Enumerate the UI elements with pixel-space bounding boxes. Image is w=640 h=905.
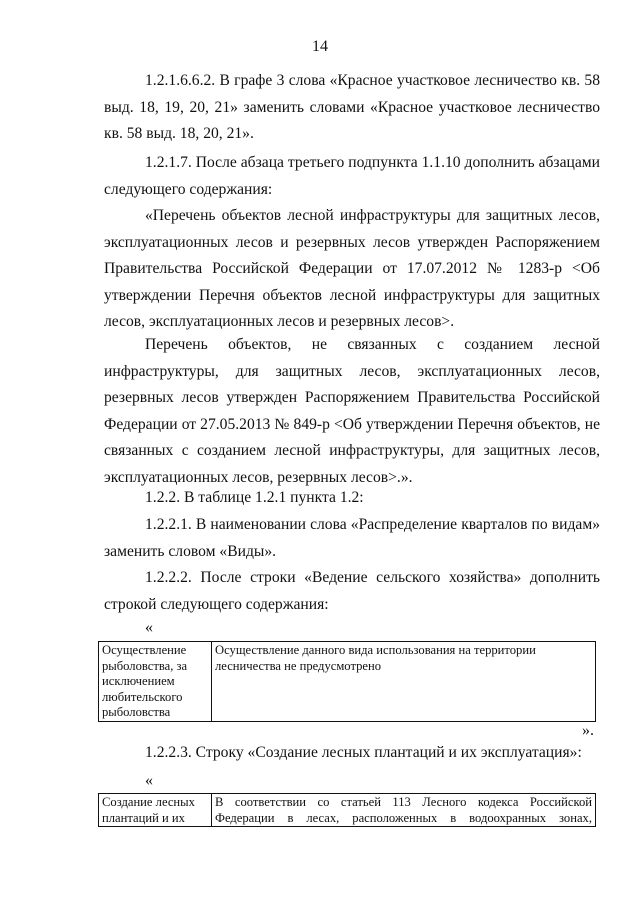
paragraph-1-2-2-3: 1.2.2.3. Строку «Создание лесных плантаций и их эксплуатация»: [145,744,582,761]
table-row [99,794,596,827]
table-cell-description: В соответствии со статьей 113 Лесного кодекса Российской Федерации в лесах, расположенных в водоохранных зонах, [212,794,596,827]
plantations-row-table [98,793,596,827]
open-quote-2: « [145,772,153,789]
close-quote-1: ». [582,722,594,739]
page-number: 14 [312,38,328,55]
paragraph-1-2-2-1: 1.2.2.1. В наименовании слова «Распределение кварталов по видам» заменить словом «Виды». [104,516,600,560]
paragraph-quote-infrastructure: «Перечень объектов лесной инфраструктуры для защитных лесов, эксплуатационных лесов и резервных лесов утвержден Распоряжением Правительства Российской Федерации от 17.07.2012 № 1283-р <Об утверждении Перечня объектов лесной инфраструктуры для защитных лесов, эксплуатационных лесов и резервных лесов>. [104,207,600,331]
open-quote-1: « [145,619,153,636]
paragraph-1-2-1-6-6-2: 1.2.1.6.6.2. В графе 3 слова «Красное участковое лесничество кв. 58 выд. 18, 19, 20, 21» заменить словами «Красное участковое лесничество кв. 58 выд. 18, 20, 21». [104,72,600,143]
paragraph-list-not-related: Перечень объектов, не связанных с созданием лесной инфраструктуры, для защитных лесов, эксплуатационных лесов, резервных лесов утвержден Распоряжением Правительства Российской Федерации от 27.05.2013 № 849-р <Об утверждении Перечня объектов, не связанных с созданием лесной инфраструктуры, для защитных лесов, эксплуатационных лесов, резервных лесов>.». [104,336,600,486]
paragraph-1-2-2-2: 1.2.2.2. После строки «Ведение сельского хозяйства» дополнить строкой следующего содержания: [104,569,600,613]
table-cell-activity: Создание лесных плантаций и их [99,794,212,827]
paragraph-1-2-2: 1.2.2. В таблице 1.2.1 пункта 1.2: [145,489,364,506]
table-row [99,642,596,722]
inserted-row-table [98,641,596,722]
table-cell-description: Осуществление данного вида использования на территории лесничества не предусмотрено [212,642,596,722]
table-cell-activity: Осуществление рыболовства, за исключением любительского рыболовства [99,642,212,722]
paragraph-1-2-1-7: 1.2.1.7. После абзаца третьего подпункта 1.1.10 дополнить абзацами следующего содержания: [104,154,600,198]
